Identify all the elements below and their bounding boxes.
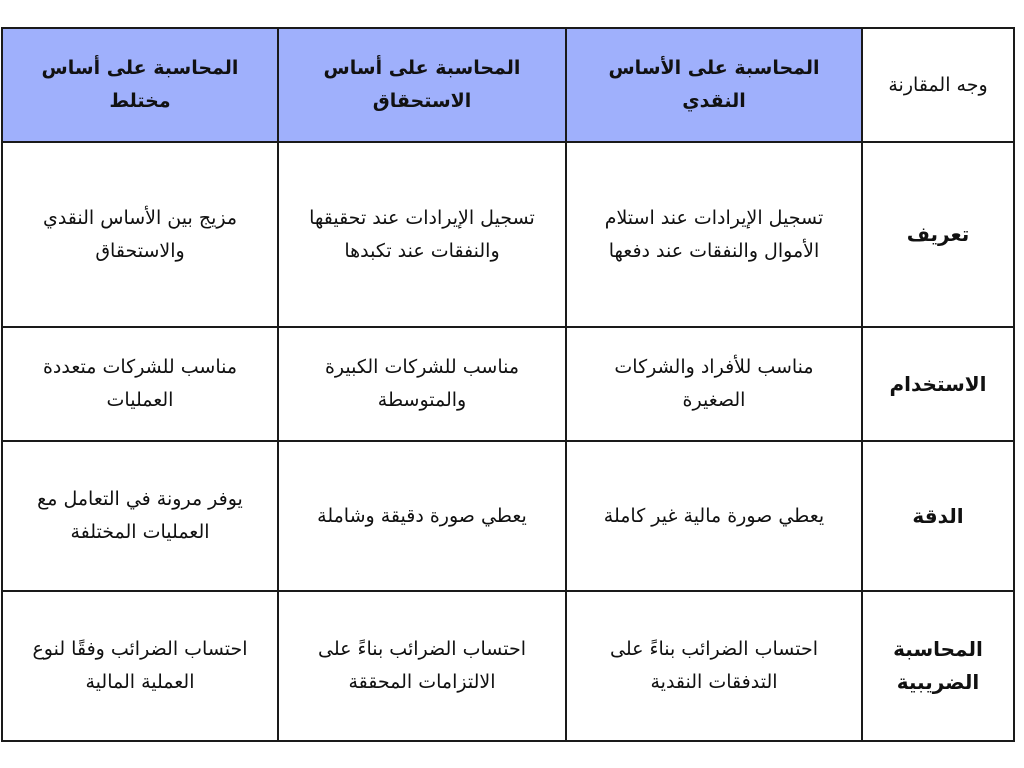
- table-cell: يعطي صورة مالية غير كاملة: [566, 441, 862, 591]
- table-row: [2, 142, 1014, 327]
- table-cell: يوفر مرونة في التعامل مع العمليات المختلفة: [2, 441, 278, 591]
- table-cell: مناسب للشركات الكبيرة والمتوسطة: [278, 327, 566, 441]
- row-label: الاستخدام: [862, 327, 1014, 441]
- header-cash-basis: المحاسبة على الأساس النقدي: [566, 28, 862, 142]
- table-row: [2, 591, 1014, 741]
- header-hybrid-basis: المحاسبة على أساس مختلط: [2, 28, 278, 142]
- row-label: الدقة: [862, 441, 1014, 591]
- table-cell: مزيج بين الأساس النقدي والاستحقاق: [2, 142, 278, 327]
- table-cell: مناسب للشركات متعددة العمليات: [2, 327, 278, 441]
- header-row: [2, 28, 1014, 142]
- comparison-table: [1, 27, 1015, 742]
- header-accrual-basis: المحاسبة على أساس الاستحقاق: [278, 28, 566, 142]
- table-cell: احتساب الضرائب وفقًا لنوع العملية المالية: [2, 591, 278, 741]
- header-aspect: وجه المقارنة: [862, 28, 1014, 142]
- row-label: المحاسبة الضريبية: [862, 591, 1014, 741]
- row-label: تعريف: [862, 142, 1014, 327]
- table-cell: يعطي صورة دقيقة وشاملة: [278, 441, 566, 591]
- table-row: [2, 327, 1014, 441]
- table-row: [2, 441, 1014, 591]
- table-cell: تسجيل الإيرادات عند استلام الأموال والنفقات عند دفعها: [566, 142, 862, 327]
- table-cell: مناسب للأفراد والشركات الصغيرة: [566, 327, 862, 441]
- table-cell: احتساب الضرائب بناءً على التدفقات النقدية: [566, 591, 862, 741]
- table-cell: تسجيل الإيرادات عند تحقيقها والنفقات عند تكبدها: [278, 142, 566, 327]
- table-cell: احتساب الضرائب بناءً على الالتزامات المحققة: [278, 591, 566, 741]
